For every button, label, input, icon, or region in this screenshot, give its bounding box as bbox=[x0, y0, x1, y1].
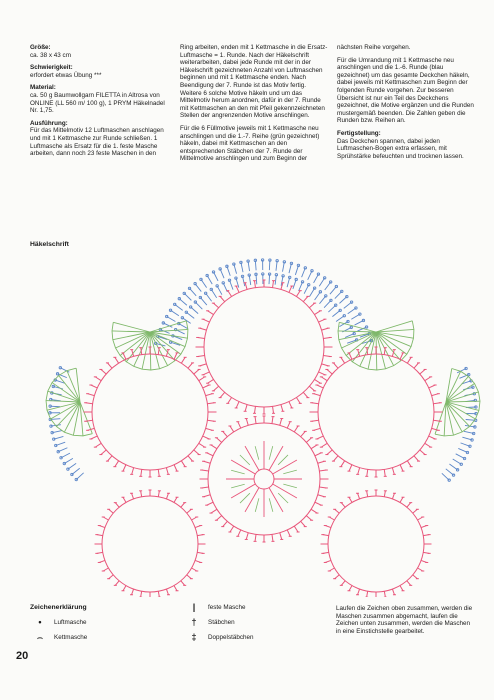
legend-item-double bbox=[188, 617, 235, 627]
crochet-chart-title: Häkelschrift bbox=[30, 241, 69, 248]
legend-title: Zeichenerklärung bbox=[30, 604, 87, 611]
legend-label: Stäbchen bbox=[208, 618, 235, 626]
filler-motifs-green bbox=[46, 321, 480, 436]
center-motif bbox=[226, 441, 302, 517]
column-2 bbox=[180, 44, 328, 168]
single-crochet-icon: | bbox=[192, 602, 196, 612]
slip-stitch-icon: ⌢ bbox=[37, 632, 43, 642]
finishing-heading: Fertigstellung: bbox=[337, 129, 381, 137]
column-2-paragraph-2: Für die 6 Füllmotive jeweils mit 1 Kettmasche neu anschlingen und die 1.-7. Reihe (grün gezeichnet) häkeln, dabei mit Kettmaschen an den entsprechenden Stäbchen der 7. Runde der Mittelmotive anschlingen und zum Beginn der bbox=[180, 124, 320, 163]
material-text: ca. 50 g Baumwollgarn FILETTA in Altrosa von ONLINE (LL 560 m/ 100 g), 1 PRYM Häkelnadel Nr. 1,75. bbox=[30, 91, 165, 115]
size-text: ca. 38 x 43 cm bbox=[30, 51, 71, 59]
size-heading: Größe: bbox=[30, 44, 51, 51]
treble-crochet-icon: ‡ bbox=[191, 632, 197, 642]
outer-border-blue bbox=[49, 259, 477, 482]
circle-motifs-pink bbox=[84, 280, 443, 597]
legend-label: Luftmasche bbox=[54, 618, 87, 626]
legend-item-chain bbox=[34, 617, 87, 627]
execution-heading: Ausführung: bbox=[30, 119, 68, 127]
column-1 bbox=[30, 44, 172, 163]
page-number: 20 bbox=[16, 650, 29, 662]
double-crochet-icon: † bbox=[191, 617, 197, 627]
chain-stitch-icon: • bbox=[38, 617, 42, 627]
column-2-paragraph-1: Ring arbeiten, enden mit 1 Kettmasche in die Ersatz-Luftmasche = 1. Runde. Nach der Häkelschrift weiterarbeiten, dabei jede Runde mit der in der Häkelschrift gezeichneten Anzahl von Luftmaschen beginnen und mit 1 Kettmasche enden. Nach Beendigung der 7. Runde ist das Motiv fertig. Weitere 6 solche Motive häkeln und um das Mittelmotiv herum anordnen, dafür in der 7. Runde mit Kettmaschen an den mit Pfeil gekennzeichneten Stellen der angrenzenden Motive anschlingen. bbox=[180, 44, 328, 120]
material-heading: Material: bbox=[30, 84, 56, 92]
legend-label: Kettmasche bbox=[54, 634, 88, 641]
legend-label: feste Masche bbox=[208, 603, 246, 611]
column-3-paragraph-2: Für die Umrandung mit 1 Kettmasche neu anschlingen und die 1.-6. Runde (blau gezeichnet) um das gesamte Deckchen häkeln, dabei jeweils mit Kettmaschen zum Beginn der folgenden Runde vorgehen. Zur besseren Übersicht ist nur ein Teil des Deckchens gezeichnet, die Motive ergänzen und die Runden mustergemäß beenden. Die Zahlen geben die Runden bzw. Reihen an. bbox=[337, 56, 474, 125]
execution-text: Für das Mittelmotiv 12 Luftmaschen anschlagen und mit 1 Kettmasche zur Runde schließen. 1 Luftmasche als Ersatz für die 1. feste Masche arbeiten, dann noch 23 feste Maschen in den bbox=[30, 127, 164, 158]
legend-item-treble bbox=[188, 632, 254, 642]
difficulty-text: erfordert etwas Übung *** bbox=[30, 71, 102, 79]
difficulty-heading: Schwierigkeit: bbox=[30, 64, 73, 72]
finishing-text: Das Deckchen spannen, dabei jeden Luftmaschen-Bogen extra erfassen, mit Sprühstärke befeuchten und trocknen lassen. bbox=[337, 137, 464, 160]
column-3 bbox=[337, 44, 477, 165]
legend-item-single bbox=[188, 602, 245, 612]
legend bbox=[30, 604, 87, 612]
legend-item-slip bbox=[34, 632, 87, 643]
crochet-diagram bbox=[0, 252, 494, 597]
column-3-paragraph-1: nächsten Reihe vorgehen. bbox=[337, 44, 411, 51]
legend-note: Laufen die Zeichen oben zusammen, werden die Maschen zusammen abgemacht, laufen die Zeichen unten zusammen, werden die Maschen in eine Einstichstelle gearbeitet. bbox=[336, 605, 473, 635]
legend-label: Doppelstäbchen bbox=[208, 633, 254, 641]
